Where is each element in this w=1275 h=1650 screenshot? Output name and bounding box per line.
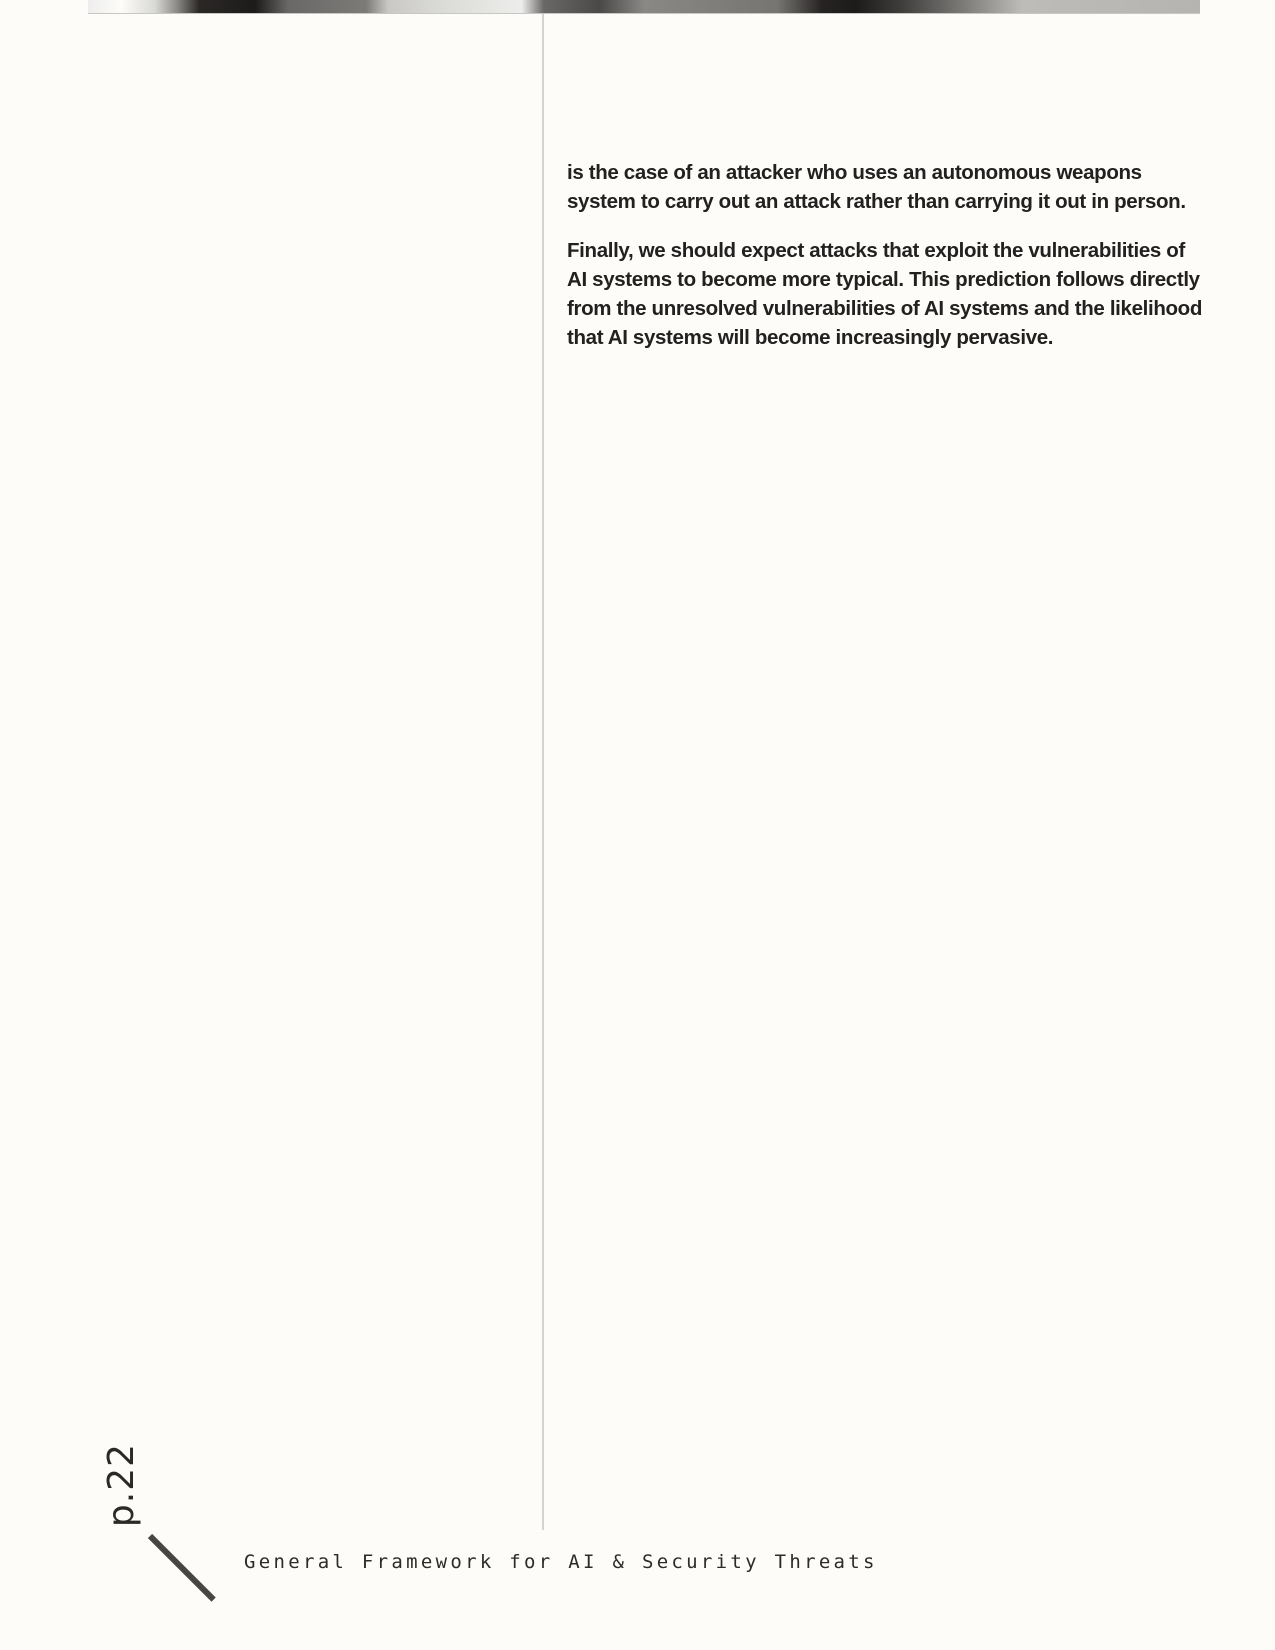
paragraph: is the case of an attacker who uses an autonomous weapons system to carry out an attack rather than carrying it out in person.: [567, 161, 1186, 213]
paragraph: Finally, we should expect attacks that exploit the vulnerabilities of AI systems to become more typical. This prediction follows directly from the unresolved vulnerabilities of AI systems and the likelihood that AI systems will become increasingly pervasive.: [567, 239, 1203, 349]
page-number: p.22: [101, 1442, 142, 1528]
footer-slash-mark: [148, 1534, 216, 1602]
running-footer-title: General Framework for AI & Security Threats: [244, 1551, 878, 1573]
header-gradient-band: [88, 0, 1200, 14]
column-divider: [542, 14, 544, 1530]
header-rule: [88, 13, 1200, 14]
right-column-text: [567, 158, 1207, 372]
